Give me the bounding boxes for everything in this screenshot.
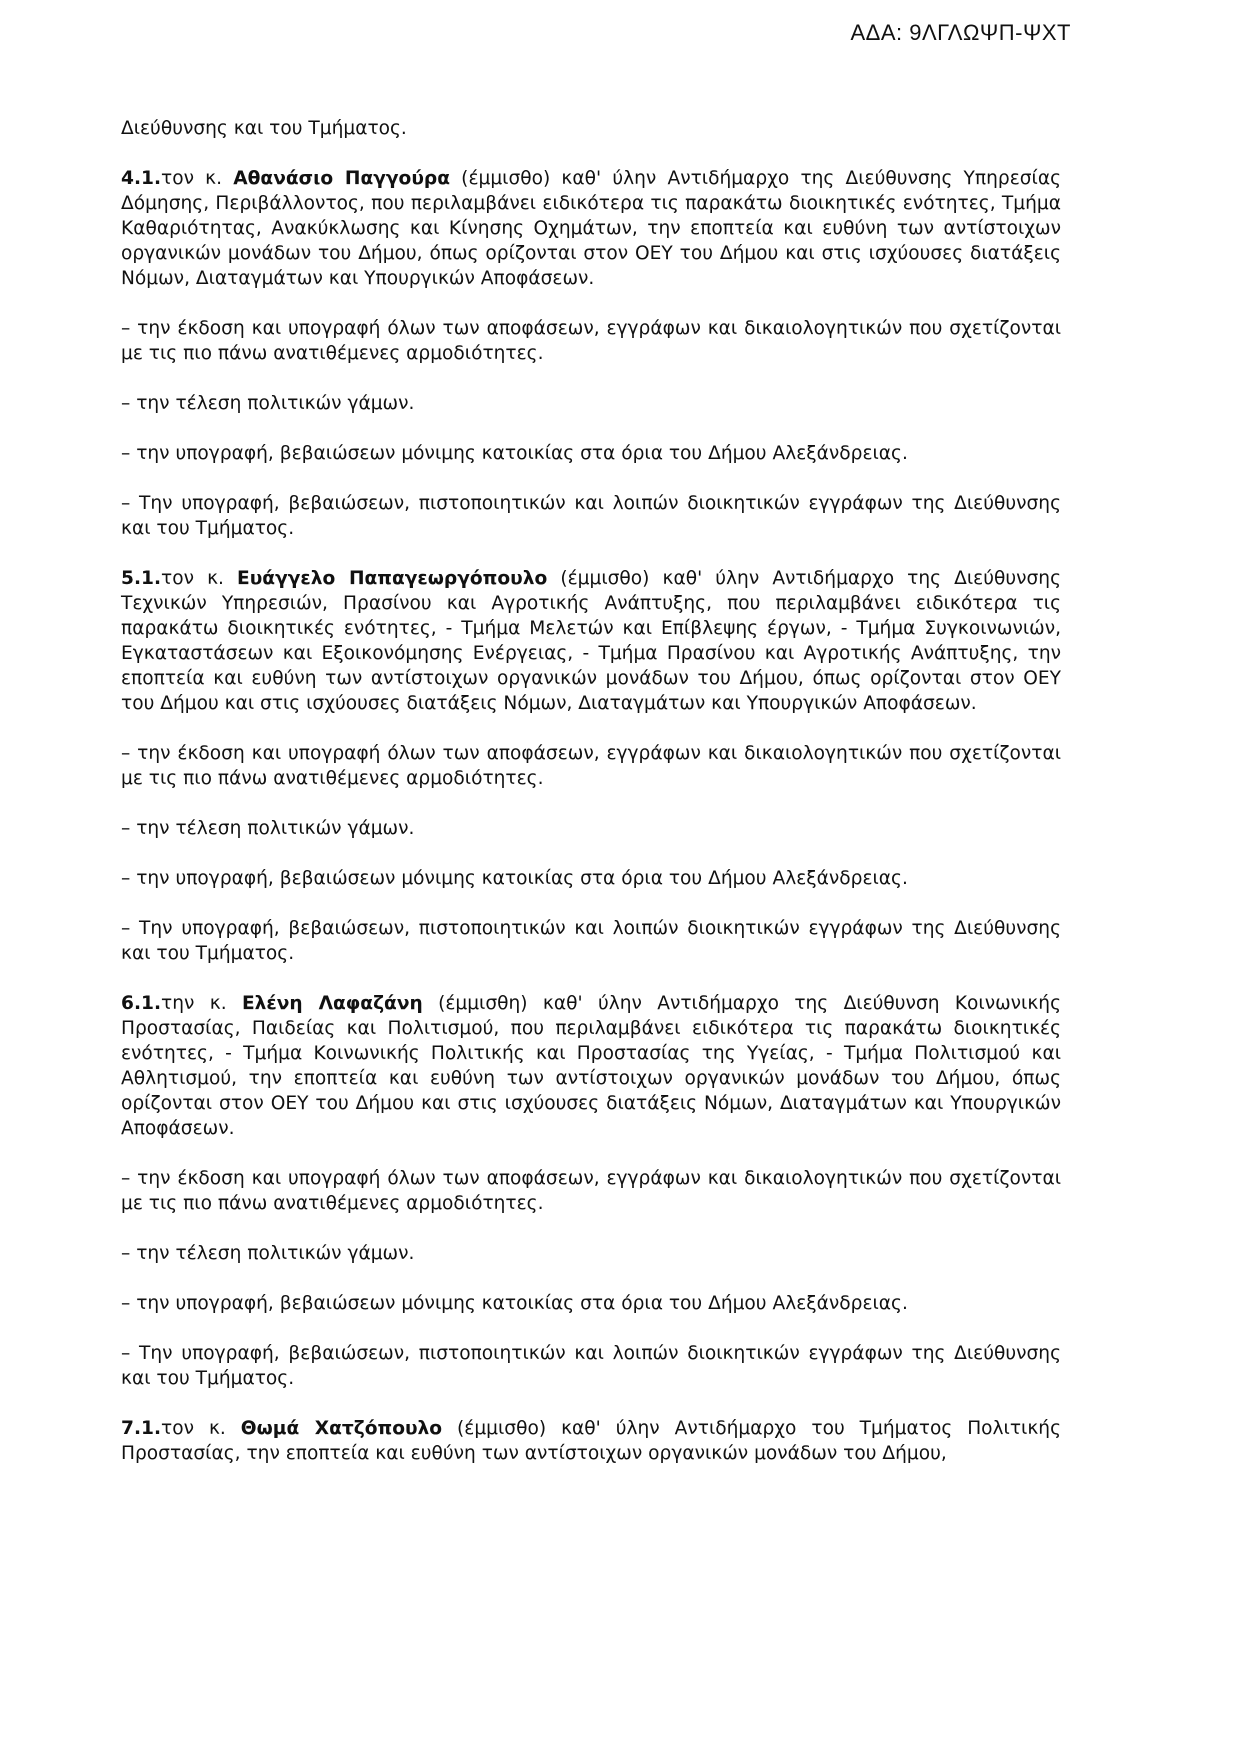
section-paragraph bbox=[121, 991, 1061, 1141]
duty-item: – την τέλεση πολιτικών γάμων. bbox=[121, 393, 415, 414]
section-number: 4.1. bbox=[121, 168, 162, 189]
duty-item: – Την υπογραφή, βεβαιώσεων, πιστοποιητικών και λοιπών διοικητικών εγγράφων της Διεύθυνσης και του Τμήματος. bbox=[121, 493, 1061, 539]
section-text: (έμμισθο) καθ' ύλην Αντιδήμαρχο της Διεύθυνσης Υπηρεσίας Δόμησης, Περιβάλλοντος, που περιλαμβάνει ειδικότερα τις παρακάτω διοικητικές ενότητες, Τμήμα Καθαριότητας, Ανακύκλωσης και Κίνησης Οχημάτων, την εποπτεία και ευθύνη των αντίστοιχων οργανικών μονάδων του Δήμου, όπως ορίζονται στον ΟΕΥ του Δήμου και στις ισχύουσες διατάξεις Νόμων, Διαταγμάτων και Υπουργικών Αποφάσεων. bbox=[121, 168, 1061, 289]
duty-item: – Την υπογραφή, βεβαιώσεων, πιστοποιητικών και λοιπών διοικητικών εγγράφων της Διεύθυνσης και του Τμήματος. bbox=[121, 918, 1061, 964]
person-name: Ελένη Λαφαζάνη bbox=[241, 993, 423, 1014]
duty-item: – την υπογραφή, βεβαιώσεων μόνιμης κατοικίας στα όρια του Δήμου Αλεξάνδρειας. bbox=[121, 1293, 908, 1314]
section-text: (έμμισθο) καθ' ύλην Αντιδήμαρχο της Διεύθυνσης Τεχνικών Υπηρεσιών, Πρασίνου και Αγροτικής Ανάπτυξης, που περιλαμβάνει ειδικότερα τις παρακάτω διοικητικές ενότητες, - Τμήμα Μελετών και Επίβλεψης έργων, - Τμήμα Συγκοινωνιών, Εγκαταστάσεων και Εξοικονόμησης Ενέργειας, - Τμήμα Πρασίνου και Αγροτικής Ανάπτυξης, την εποπτεία και ευθύνη των αντίστοιχων οργανικών μονάδων του Δήμου, όπως ορίζονται στον ΟΕΥ του Δήμου και στις ισχύουσες διατάξεις Νόμων, Διαταγμάτων και Υπουργικών Αποφάσεων. bbox=[121, 568, 1061, 714]
duty-item: – την έκδοση και υπογραφή όλων των αποφάσεων, εγγράφων και δικαιολογητικών που σχετίζονται με τις πιο πάνω ανατιθέμενες αρμοδιότητες. bbox=[121, 318, 1061, 364]
intro-tail-paragraph: Διεύθυνσης και του Τμήματος. bbox=[121, 118, 407, 139]
section-paragraph bbox=[121, 166, 1061, 291]
section-prefix: τον κ. bbox=[161, 568, 238, 589]
section-number: 6.1. bbox=[121, 993, 162, 1014]
person-name: Θωμά Χατζόπουλο bbox=[240, 1418, 443, 1439]
duty-item: – την έκδοση και υπογραφή όλων των αποφάσεων, εγγράφων και δικαιολογητικών που σχετίζονται με τις πιο πάνω ανατιθέμενες αρμοδιότητες. bbox=[121, 1168, 1061, 1214]
section-paragraph bbox=[121, 1416, 1061, 1466]
duty-item: – Την υπογραφή, βεβαιώσεων, πιστοποιητικών και λοιπών διοικητικών εγγράφων της Διεύθυνσης και του Τμήματος. bbox=[121, 1343, 1061, 1389]
person-name: Ευάγγελο Παπαγεωργόπουλο bbox=[237, 568, 548, 589]
ada-identifier: ΑΔΑ: 9ΛΓΛΩΨΠ-ΨΧΤ bbox=[850, 20, 1071, 45]
section-prefix: τον κ. bbox=[161, 168, 234, 189]
section-number: 7.1. bbox=[121, 1418, 162, 1439]
section-paragraph bbox=[121, 566, 1061, 716]
section-number: 5.1. bbox=[121, 568, 162, 589]
duty-item: – την υπογραφή, βεβαιώσεων μόνιμης κατοικίας στα όρια του Δήμου Αλεξάνδρειας. bbox=[121, 443, 908, 464]
duty-item: – την έκδοση και υπογραφή όλων των αποφάσεων, εγγράφων και δικαιολογητικών που σχετίζονται με τις πιο πάνω ανατιθέμενες αρμοδιότητες. bbox=[121, 743, 1061, 789]
duty-item: – την τέλεση πολιτικών γάμων. bbox=[121, 818, 415, 839]
section-text: (έμμισθη) καθ' ύλην Αντιδήμαρχο της Διεύθυνση Κοινωνικής Προστασίας, Παιδείας και Πολιτισμού, που περιλαμβάνει ειδικότερα τις παρακάτω διοικητικές ενότητες, - Τμήμα Κοινωνικής Πολιτικής και Προστασίας της Υγείας, - Τμήμα Πολιτισμού και Αθλητισμού, την εποπτεία και ευθύνη των αντίστοιχων οργανικών μονάδων του Δήμου, όπως ορίζονται στον ΟΕΥ του Δήμου και στις ισχύουσες διατάξεις Νόμων, Διαταγμάτων και Υπουργικών Αποφάσεων. bbox=[121, 993, 1061, 1139]
document-body bbox=[121, 116, 1061, 1466]
section-prefix: τον κ. bbox=[161, 1418, 241, 1439]
section-prefix: την κ. bbox=[161, 993, 242, 1014]
duty-item: – την υπογραφή, βεβαιώσεων μόνιμης κατοικίας στα όρια του Δήμου Αλεξάνδρειας. bbox=[121, 868, 908, 889]
duty-item: – την τέλεση πολιτικών γάμων. bbox=[121, 1243, 415, 1264]
person-name: Αθανάσιο Παγγούρα bbox=[233, 168, 450, 189]
section-text: (έμμισθο) καθ' ύλην Αντιδήμαρχο του Τμήματος Πολιτικής Προστασίας, την εποπτεία και ευθύνη των αντίστοιχων οργανικών μονάδων του Δήμου, bbox=[121, 1418, 1061, 1464]
